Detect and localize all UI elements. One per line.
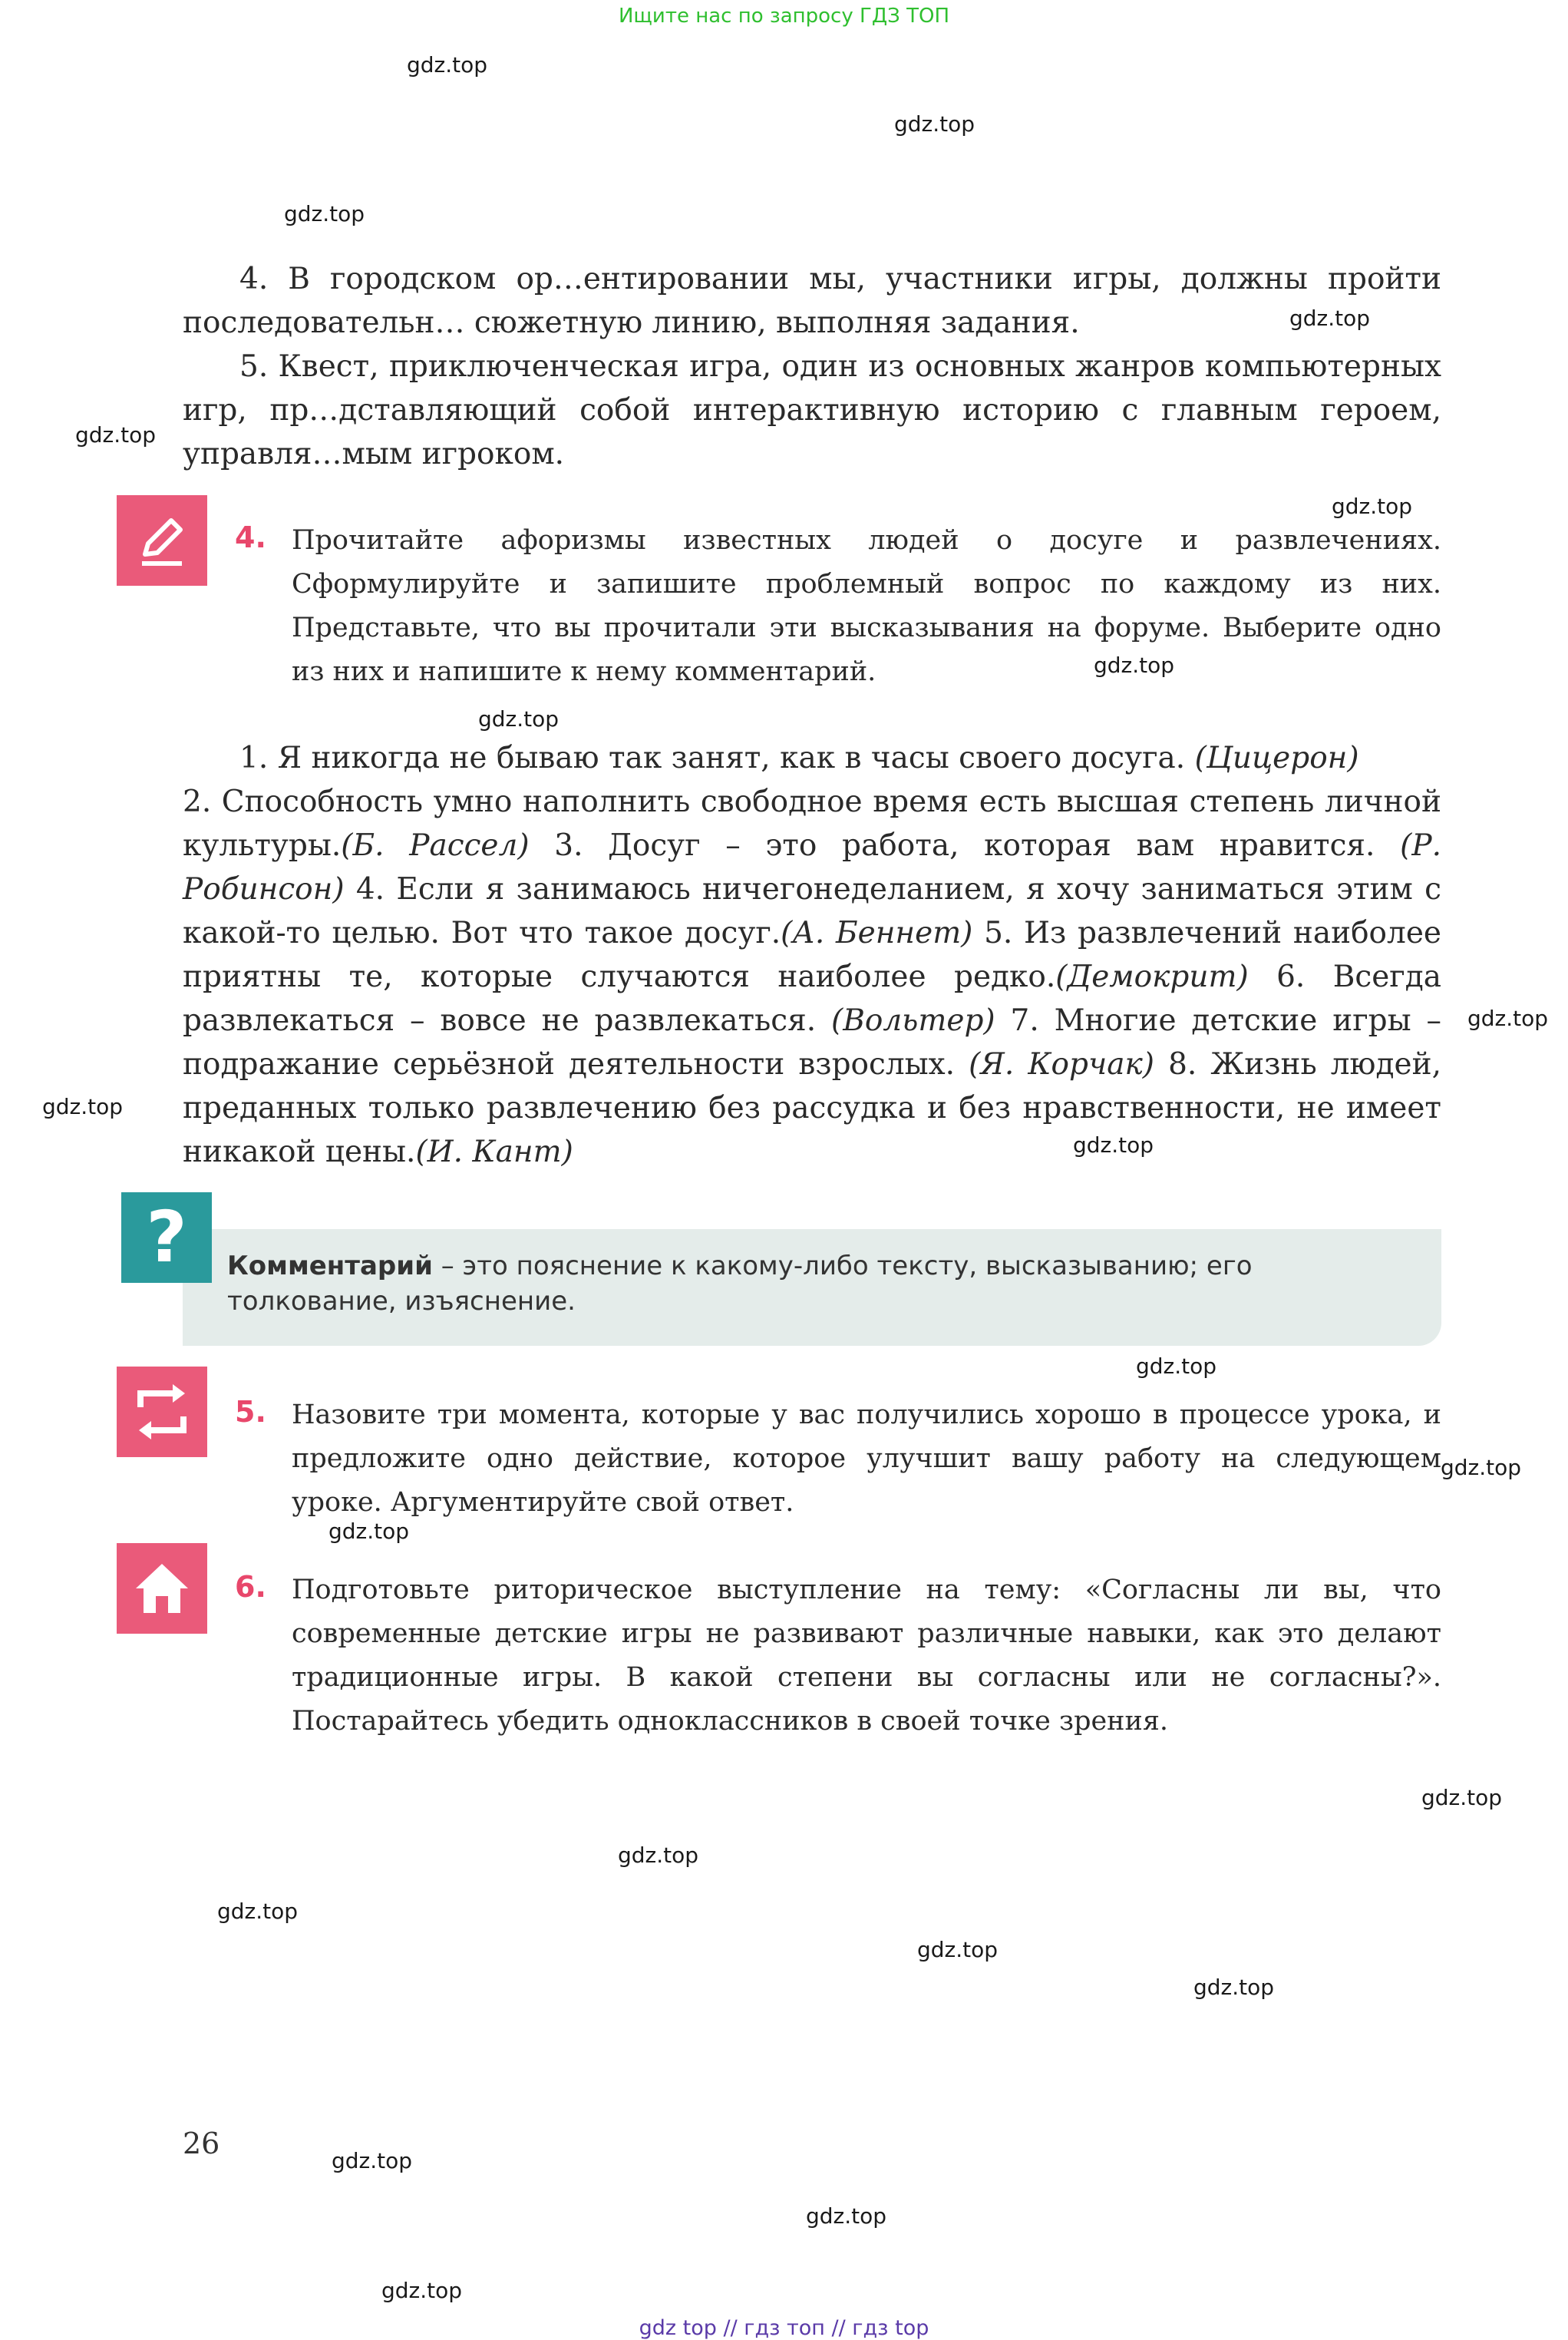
exercise-items <box>183 257 1441 476</box>
watermark: gdz.top <box>894 111 975 137</box>
aphorism-author: (Цицерон) <box>1194 741 1359 775</box>
aphorism-text: 3. Досуг – это работа, которая вам нравится. <box>554 828 1375 863</box>
task-number: 4. <box>235 521 266 554</box>
aphorism-author: (Б. Рассел) <box>341 828 530 863</box>
watermark: gdz.top <box>1073 1132 1154 1158</box>
aphorism-text: 8. Жизнь людей, преданных только развлечению без рассудка и без нравственности, не имеет никакой цены. <box>183 1047 1441 1169</box>
watermark: gdz.top <box>1136 1353 1217 1379</box>
aphorism-author: (А. Беннет) <box>781 916 973 950</box>
watermark: gdz.top <box>1421 1785 1503 1810</box>
watermark: gdz.top <box>42 1094 124 1119</box>
watermark: gdz.top <box>332 2148 413 2173</box>
page-number: 26 <box>183 2127 220 2160</box>
watermark: gdz.top <box>1094 653 1175 678</box>
pencil-icon <box>117 495 207 586</box>
repeat-icon <box>117 1367 207 1457</box>
home-icon <box>117 1543 207 1634</box>
watermark: gdz.top <box>284 201 365 226</box>
item-4: 4. В городском ор…ентировании мы, участники игры, должны пройти последовательн… сюжетную линию, выполняя задания. <box>183 262 1441 340</box>
definition-term: Комментарий <box>227 1251 433 1281</box>
aphorism-author: (И. Кант) <box>415 1135 573 1169</box>
aphorism-author: (Я. Корчак) <box>969 1047 1154 1082</box>
aphorism-author: (Р. Робинсон) <box>183 828 1441 907</box>
watermark: gdz.top <box>618 1843 699 1868</box>
footer-links[interactable]: gdz top // гдз топ // гдз top <box>639 2316 929 2340</box>
task-number: 5. <box>235 1395 266 1429</box>
search-banner[interactable]: Ищите нас по запросу ГДЗ ТОП <box>618 5 950 28</box>
watermark: gdz.top <box>328 1519 410 1544</box>
watermark: gdz.top <box>75 422 157 448</box>
task-6-text: Подготовьте риторическое выступление на тему: «Согласны ли вы, что современные детские игры не развивают различные навыки, как это делают традиционные игры. В какой степени вы согласны или не согласны?». Постарайтесь убедить одноклассников в своей точке зрения. <box>292 1575 1441 1737</box>
aphorism-text: 1. Я никогда не бываю так занят, как в часы своего досуга. <box>239 741 1186 775</box>
definition-body: – это пояснение к какому-либо тексту, высказыванию; его толкование, изъяснение. <box>227 1251 1253 1317</box>
question-icon: ? <box>121 1192 212 1283</box>
definition-text <box>227 1248 1424 1319</box>
task-number: 6. <box>235 1570 266 1604</box>
aphorism-author: (Демокрит) <box>1055 960 1249 994</box>
aphorism-author: (Вольтер) <box>830 1003 995 1038</box>
watermark: gdz.top <box>1193 1975 1275 2000</box>
aphorisms-block <box>183 736 1441 1174</box>
aphorism-text: 7. Многие детские игры – подражание серьёзной деятельности взрослых. <box>183 1003 1442 1082</box>
watermark: gdz.top <box>1467 1006 1549 1031</box>
task-5-text: Назовите три момента, которые у вас получились хорошо в процессе урока, и предложите одно действие, которое улучшит вашу работу на следующем уроке. Аргументируйте свой ответ. <box>292 1400 1441 1518</box>
watermark: gdz.top <box>1441 1455 1522 1480</box>
watermark: gdz.top <box>217 1899 299 1924</box>
item-5: 5. Квест, приключенческая игра, один из основных жанров компьютерных игр, пр…дставляющий собой интерактивную историю с главным героем, управля…мым игроком. <box>183 349 1441 471</box>
aphorism-text: 4. Если я занимаюсь ничегонеделанием, я хочу заниматься этим с какой-то целью. Вот что такое досуг. <box>183 872 1441 950</box>
watermark: gdz.top <box>407 52 488 78</box>
task-4-text: Прочитайте афоризмы известных людей о досуге и развлечениях. Сформулируйте и запишите проблемный вопрос по каждому из них. Представьте, что вы прочитали эти высказывания на форуме. Выберите одно из них и напишите к нему комментарий. <box>292 525 1441 687</box>
watermark: gdz.top <box>1289 306 1371 331</box>
watermark: gdz.top <box>917 1937 999 1962</box>
watermark: gdz.top <box>478 706 560 732</box>
watermark: gdz.top <box>381 2278 463 2303</box>
aphorism-text: 5. Из развлечений наиболее приятны те, которые случаются наиболее редко. <box>183 916 1441 994</box>
aphorism-text: 2. Способность умно наполнить свободное время есть высшая степень личной культуры. <box>183 785 1441 863</box>
aphorism-text: 6. Всегда развлекаться – вовсе не развлекаться. <box>183 960 1442 1038</box>
watermark: gdz.top <box>1332 494 1413 519</box>
watermark: gdz.top <box>806 2203 887 2229</box>
